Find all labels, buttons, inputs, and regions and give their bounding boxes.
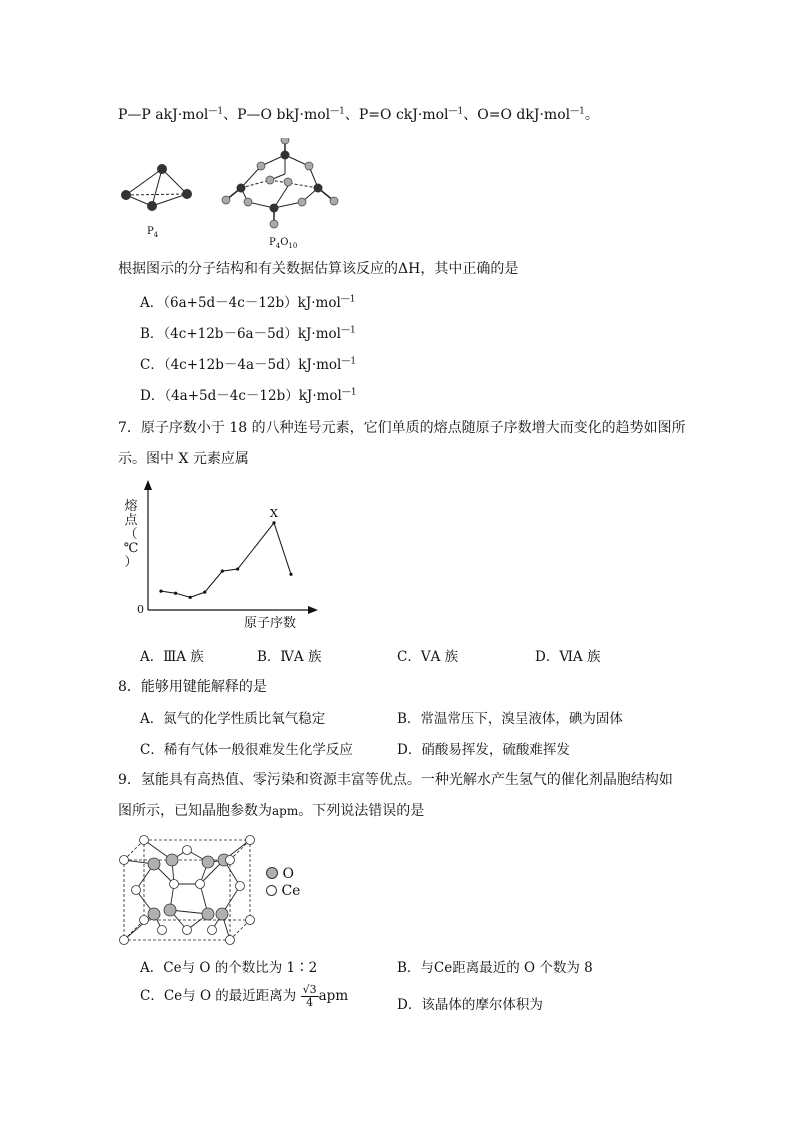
q7-stem-line1: 7．原子序数小于 18 的八种连号元素，它们单质的熔点随原子序数增大而变化的趋势如图所 bbox=[118, 420, 686, 436]
bond-pp: P—P akJ·mol bbox=[118, 107, 209, 123]
p4o10-text: P bbox=[269, 237, 276, 248]
fraction-num: √3 bbox=[302, 983, 317, 996]
p4-text: P bbox=[147, 226, 154, 237]
option-text: D．（4a+5d－4c－12b）kJ·mol bbox=[140, 388, 342, 404]
p4-molecule bbox=[121, 164, 192, 211]
data-point bbox=[221, 570, 224, 573]
data-point bbox=[174, 592, 177, 595]
data-point bbox=[203, 591, 206, 594]
p4o10-label bbox=[269, 237, 297, 250]
q7-option-c[interactable]: C．ⅤA 族 bbox=[397, 649, 459, 665]
q6-option-d[interactable] bbox=[140, 384, 357, 404]
data-point bbox=[189, 596, 192, 599]
q7-option-d[interactable]: D．ⅥA 族 bbox=[535, 649, 601, 665]
legend-o bbox=[266, 866, 294, 882]
option-text: A．（6a+5d－4c－12b）kJ·mol bbox=[140, 295, 341, 311]
stem-part: 。下列说法错误的是 bbox=[298, 803, 425, 819]
q9-option-c[interactable] bbox=[140, 984, 348, 1009]
q6-option-c[interactable] bbox=[140, 353, 356, 373]
exp: —1 bbox=[208, 106, 224, 117]
crystal-cell-figure bbox=[116, 834, 266, 946]
bond-pdo: 、P=O ckJ·mol bbox=[344, 107, 449, 123]
fraction bbox=[301, 984, 319, 1009]
q8-option-b[interactable]: B．常温常压下，溴呈液体，碘为固体 bbox=[397, 711, 623, 727]
x-axis-arrow bbox=[308, 606, 318, 614]
series-line bbox=[161, 523, 291, 598]
q8-option-c[interactable]: C．稀有气体一般很难发生化学反应 bbox=[140, 742, 353, 758]
q9-option-d[interactable]: D．该晶体的摩尔体积为 bbox=[397, 997, 543, 1013]
exp: —1 bbox=[340, 294, 356, 305]
p4o10-sub2: 10 bbox=[288, 242, 298, 250]
bond-energy-line bbox=[118, 104, 599, 124]
exp: —1 bbox=[448, 106, 464, 117]
fraction-den: 4 bbox=[306, 996, 314, 1009]
chart-xlabel: 原子序数 bbox=[244, 616, 297, 631]
option-text: C．Ce与 O 的最近距离为 bbox=[140, 988, 297, 1004]
chart-axes bbox=[144, 480, 318, 614]
period: 。 bbox=[584, 107, 599, 123]
chart-ylabel bbox=[120, 500, 142, 570]
point-label-x: X bbox=[270, 506, 278, 520]
bond-po: 、P—O bkJ·mol bbox=[223, 107, 331, 123]
q7-option-b[interactable]: B．ⅣA 族 bbox=[257, 649, 322, 665]
q8-option-d[interactable]: D．硝酸易挥发，硫酸难挥发 bbox=[397, 742, 570, 758]
melting-point-chart bbox=[118, 478, 328, 633]
legend-ce-text: Ce bbox=[281, 883, 301, 899]
chart-marks bbox=[159, 507, 292, 599]
p4o10-sub1: 4 bbox=[275, 242, 281, 250]
p4-label bbox=[147, 226, 158, 239]
q6-option-b[interactable] bbox=[140, 322, 356, 342]
legend-o-text: O bbox=[282, 866, 294, 882]
exp: —1 bbox=[570, 106, 585, 117]
data-point bbox=[236, 567, 239, 570]
data-point bbox=[272, 521, 275, 524]
chart-origin: 0 bbox=[137, 603, 144, 616]
q9-stem-line1: 9．氢能具有高热值、零污染和资源丰富等优点。一种光解水产生氢气的催化剂晶胞结构如 bbox=[118, 772, 673, 788]
stem-apm: apm bbox=[272, 804, 299, 818]
q9-stem-line2 bbox=[118, 800, 424, 820]
exp: —1 bbox=[330, 106, 345, 117]
q9-option-b[interactable]: B．与Ce距离最近的 O 个数为 8 bbox=[397, 960, 593, 976]
data-point bbox=[159, 590, 162, 593]
q7-option-a[interactable]: A．ⅢA 族 bbox=[140, 649, 204, 665]
p4o10-molecule bbox=[222, 138, 338, 228]
q6-option-a[interactable] bbox=[140, 291, 356, 311]
exp: —1 bbox=[340, 325, 356, 336]
exp: —1 bbox=[341, 387, 357, 398]
legend-ce bbox=[266, 883, 300, 899]
ce-atom-icon bbox=[266, 885, 277, 896]
option-unit: apm bbox=[318, 988, 349, 1004]
y-axis-arrow bbox=[144, 480, 152, 490]
option-text: C．（4c+12b－4a－5d）kJ·mol bbox=[140, 357, 342, 373]
p4-sub: 4 bbox=[153, 231, 159, 239]
cell-bonds bbox=[124, 840, 250, 940]
data-point bbox=[289, 573, 292, 576]
q8-stem: 8．能够用键能解释的是 bbox=[118, 679, 267, 695]
o-atom-icon bbox=[266, 867, 278, 879]
o-atoms bbox=[148, 854, 230, 920]
ylabel-text: 熔 点 （ ℃ ） bbox=[123, 499, 139, 570]
q8-option-a[interactable]: A．氮气的化学性质比氧气稳定 bbox=[140, 711, 326, 727]
exp: —1 bbox=[341, 356, 357, 367]
q7-stem-line2: 示。图中 X 元素应属 bbox=[118, 451, 249, 467]
bond-oo: 、O=O dkJ·mol bbox=[463, 107, 571, 123]
q6-stem: 根据图示的分子结构和有关数据估算该反应的ΔH，其中正确的是 bbox=[118, 261, 519, 277]
p4o10-o: O bbox=[280, 237, 289, 248]
q9-option-a[interactable]: A．Ce与 O 的个数比为 1∶2 bbox=[140, 960, 318, 976]
stem-part: 图所示，已知晶胞参数为 bbox=[118, 803, 272, 819]
option-text: B．（4c+12b－6a－5d）kJ·mol bbox=[140, 326, 341, 342]
